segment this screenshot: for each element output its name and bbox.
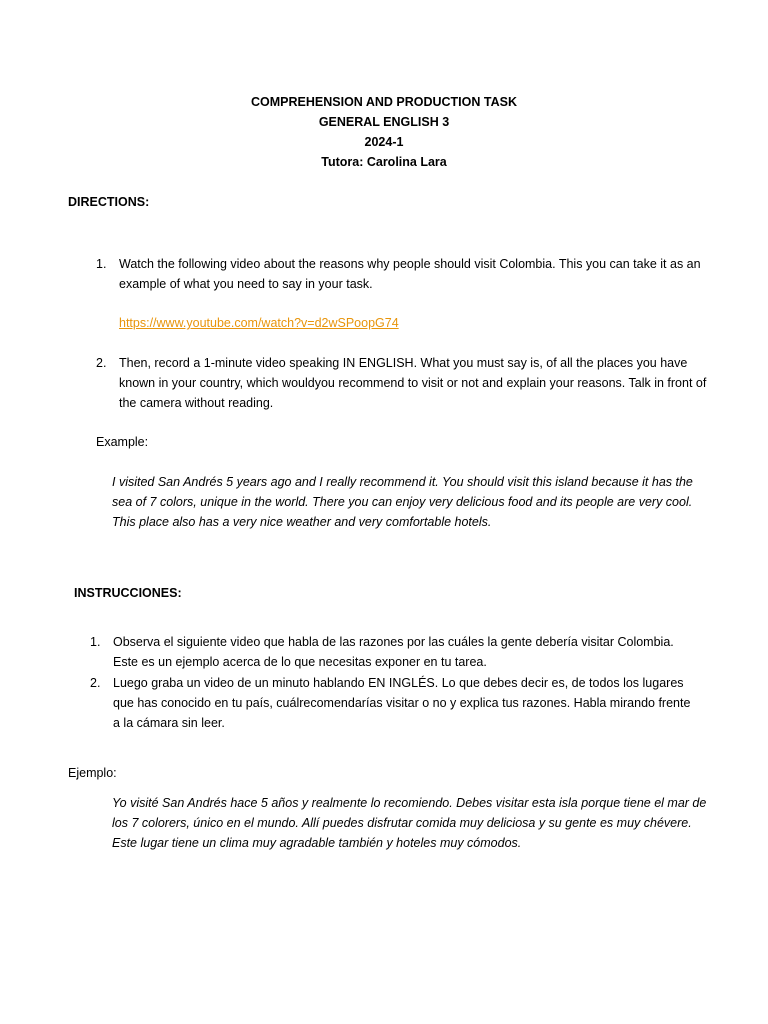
ejemplo-label: Ejemplo:: [68, 766, 117, 780]
ejemplo-text: Yo visité San Andrés hace 5 años y realmente lo recomiendo. Debes visitar esta isla porque tiene el mar de los 7 colorers, único en el mundo. Allí puedes disfrutar comida muy deliciosa y su gente es muy chévere. Este lugar tiene un clima muy agradable también y hoteles muy cómodos.: [112, 796, 707, 850]
instrucciones-item-2: [90, 673, 700, 733]
list-number: 2.: [90, 676, 101, 690]
list-number: 1.: [90, 635, 101, 649]
directions-heading: DIRECTIONS:: [68, 195, 150, 209]
course-name: GENERAL ENGLISH 3: [318, 115, 450, 129]
tutor-name: Tutora: Carolina Lara: [321, 155, 447, 169]
list-text: Observa el siguiente video que habla de las razones por las cuáles la gente debería visitar Colombia. Este es un ejemplo acerca de lo que necesitas exponer en tu tarea.: [113, 635, 674, 669]
term: 2024-1: [364, 135, 404, 149]
list-number: 2.: [96, 356, 107, 370]
list-text: Then, record a 1-minute video speaking IN ENGLISH. What you must say is, of all the places you have known in your country, which wouldyou recommend to visit or not and explain your reasons. Talk in front of the camera without reading.: [119, 356, 707, 410]
instrucciones-item-1: [90, 632, 700, 672]
list-text: Luego graba un video de un minuto hablando EN INGLÉS. Lo que debes decir es, de todos los lugares que has conocido en tu país, cuálrecomendarías visitar o no y explica tus razones. Habla mirando frente a la cámara sin leer.: [113, 676, 691, 730]
instrucciones-heading: INSTRUCCIONES:: [74, 586, 182, 600]
youtube-link[interactable]: https://www.youtube.com/watch?v=d2wSPoopG74: [119, 316, 399, 330]
list-text: Watch the following video about the reasons why people should visit Colombia. This you can take it as an example of what you need to say in your task.: [119, 257, 701, 291]
example-text: I visited San Andrés 5 years ago and I really recommend it. You should visit this island because it has the sea of 7 colors, unique in the world. There you can enjoy very delicious food and its people are very cool. This place also has a very nice weather and very comfortable hotels.: [112, 475, 693, 529]
example-label: Example:: [96, 435, 149, 449]
directions-item-2: [96, 353, 716, 413]
document-header: [0, 92, 768, 172]
task-title: COMPREHENSION AND PRODUCTION TASK: [251, 95, 517, 109]
list-number: 1.: [96, 257, 107, 271]
directions-item-1: [96, 254, 716, 294]
